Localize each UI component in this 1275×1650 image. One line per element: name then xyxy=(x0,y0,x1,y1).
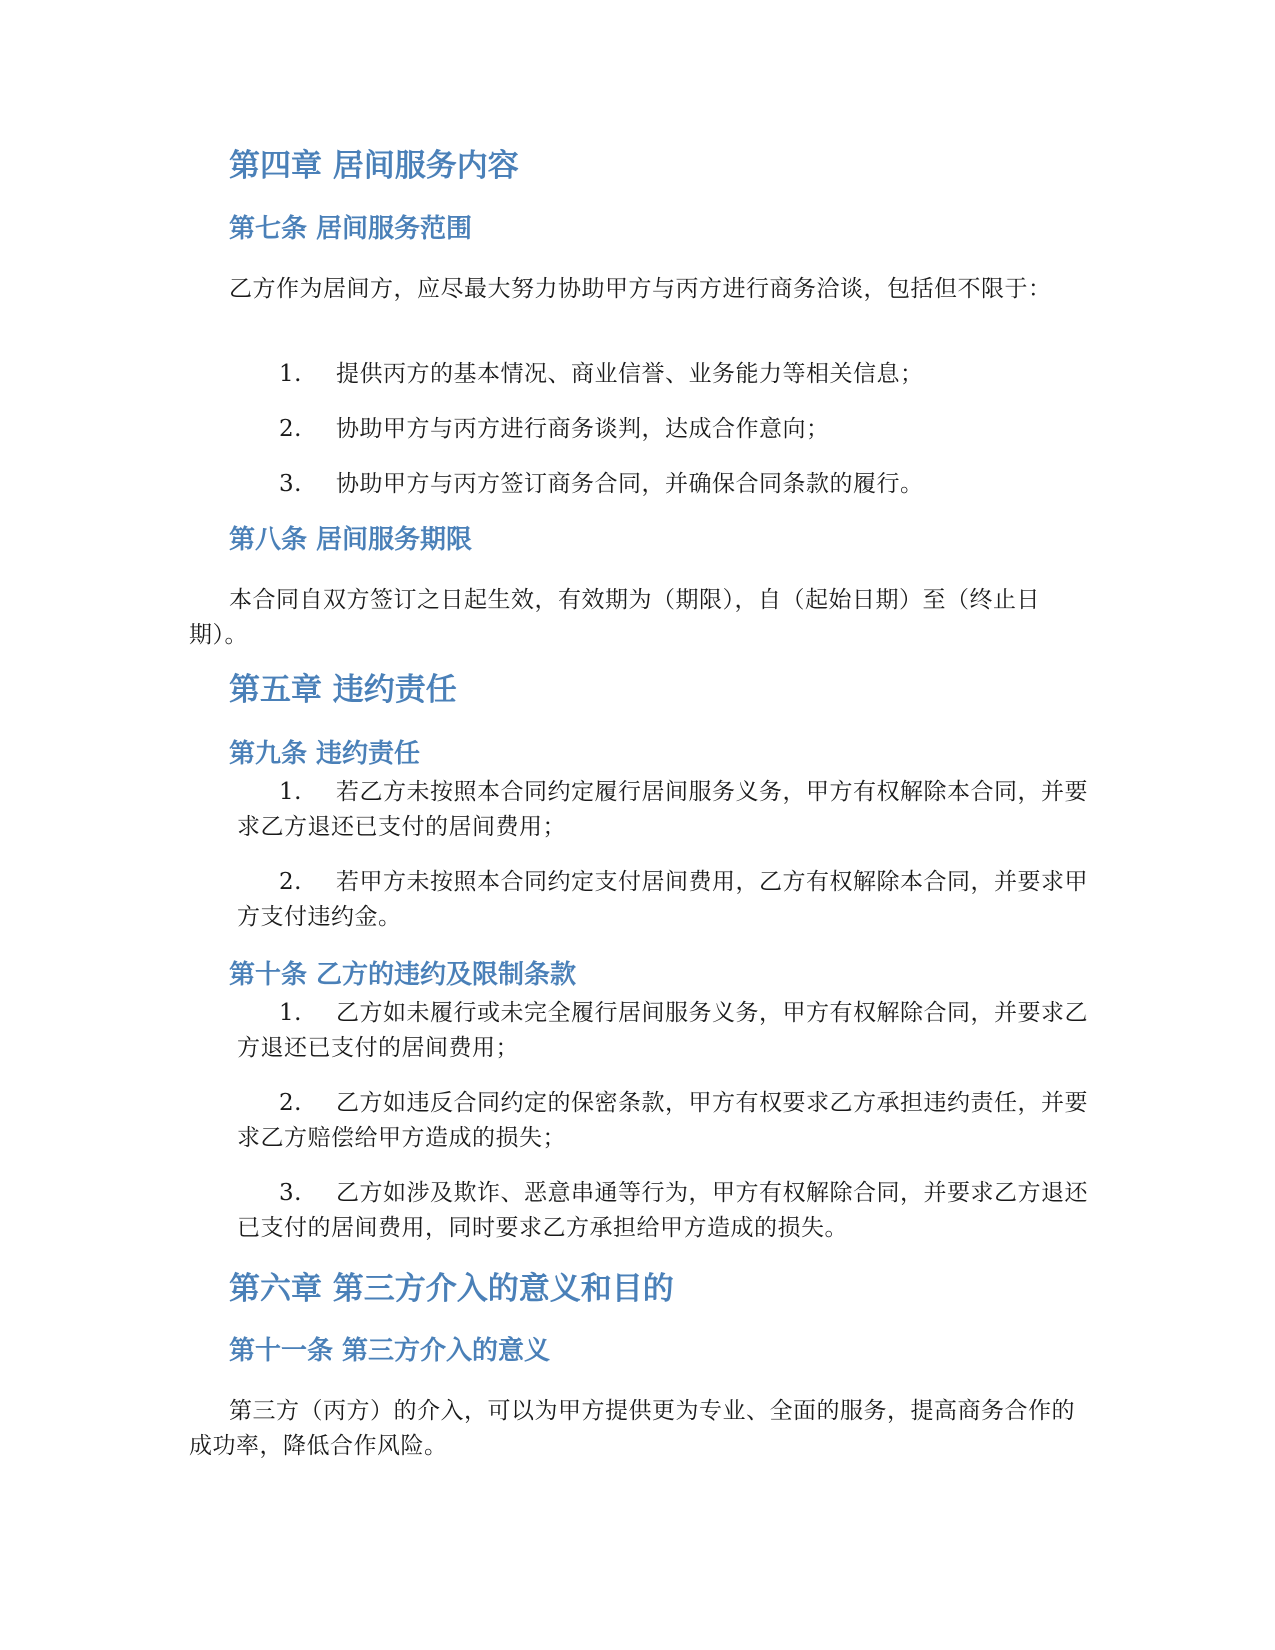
article-10-heading: 第十条 乙方的违约及限制条款 xyxy=(229,960,577,990)
item-number: 2. xyxy=(279,1090,302,1116)
item-text: 若甲方未按照本合同约定支付居间费用，乙方有权解除本合同，并要求甲方支付违约金。 xyxy=(237,869,1088,930)
item-text: 协助甲方与丙方签订商务合同，并确保合同条款的履行。 xyxy=(336,471,924,497)
article-7-item-1 xyxy=(279,357,1079,392)
article-11-heading: 第十一条 第三方介入的意义 xyxy=(229,1336,551,1366)
article-7-item-2 xyxy=(279,412,1079,447)
chapter-5-heading: 第五章 违约责任 xyxy=(229,672,457,708)
item-number: 1. xyxy=(279,361,302,387)
item-number: 3. xyxy=(279,471,302,497)
item-number: 3. xyxy=(279,1180,302,1206)
article-7-heading: 第七条 居间服务范围 xyxy=(229,214,473,244)
article-10-item-1 xyxy=(237,996,1093,1066)
article-8-text: 本合同自双方签订之日起生效，有效期为（期限），自（起始日期）至（终止日期）。 xyxy=(189,587,1040,648)
article-9-item-2 xyxy=(237,865,1093,935)
item-number: 2. xyxy=(279,416,302,442)
article-7-item-3 xyxy=(279,467,1079,502)
item-text: 提供丙方的基本情况、商业信誉、业务能力等相关信息； xyxy=(336,361,924,387)
article-9-heading: 第九条 违约责任 xyxy=(229,739,421,769)
article-11-text: 第三方（丙方）的介入，可以为甲方提供更为专业、全面的服务，提高商务合作的成功率，降低合作风险。 xyxy=(189,1398,1075,1459)
item-number: 1. xyxy=(279,779,302,805)
item-text: 乙方如违反合同约定的保密条款，甲方有权要求乙方承担违约责任，并要求乙方赔偿给甲方造成的损失； xyxy=(237,1090,1088,1151)
item-text: 乙方如涉及欺诈、恶意串通等行为，甲方有权解除合同，并要求乙方退还已支付的居间费用，同时要求乙方承担给甲方造成的损失。 xyxy=(237,1180,1088,1241)
item-text: 乙方如未履行或未完全履行居间服务义务，甲方有权解除合同，并要求乙方退还已支付的居间费用； xyxy=(237,1000,1088,1061)
item-number: 2. xyxy=(279,869,302,895)
chapter-4-heading: 第四章 居间服务内容 xyxy=(229,148,519,184)
article-10-item-2 xyxy=(237,1086,1093,1156)
item-number: 1. xyxy=(279,1000,302,1026)
article-7-intro: 乙方作为居间方，应尽最大努力协助甲方与丙方进行商务洽谈，包括但不限于： xyxy=(229,276,1052,302)
chapter-6-heading: 第六章 第三方介入的意义和目的 xyxy=(229,1271,674,1307)
article-10-item-3 xyxy=(237,1176,1093,1246)
article-9-item-1 xyxy=(237,775,1093,845)
item-text: 协助甲方与丙方进行商务谈判，达成合作意向； xyxy=(336,416,830,442)
article-8-heading: 第八条 居间服务期限 xyxy=(229,525,473,555)
item-text: 若乙方未按照本合同约定履行居间服务义务，甲方有权解除本合同，并要求乙方退还已支付的居间费用； xyxy=(237,779,1088,840)
